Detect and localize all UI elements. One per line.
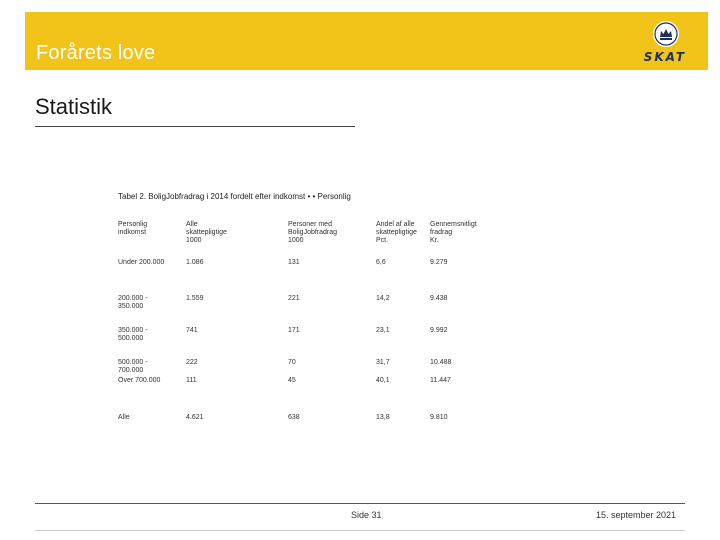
table-cell: 9.279 [430,259,448,266]
table-cell: 221 [288,295,300,302]
page-number: Side 31 [351,510,382,520]
footer-bottom-line [35,530,685,531]
table-cell: 4.621 [186,414,204,421]
table-header-cell: Alle skattepligtige 1000 [186,221,227,244]
table-cell: 10.488 [430,359,452,366]
table-cell: 9.810 [430,414,448,421]
table-cell: 31,7 [376,359,390,366]
table-cell: 200.000 - 350.000 [118,295,148,310]
table-cell: 1.559 [186,295,204,302]
table-cell: 638 [288,414,300,421]
table-cell: Alle [118,414,130,421]
table-header-cell: Personlig indkomst [118,221,148,236]
table-cell: 13,8 [376,414,390,421]
table-cell: 9.992 [430,327,448,334]
table-cell: Under 200.000 [118,259,165,266]
section-divider [35,126,355,127]
table-cell: 45 [288,377,296,384]
section-title: Statistik [35,94,113,119]
table-header-cell: Andel af alle skattepligtige Pct. [376,221,417,244]
table-cell: 23,1 [376,327,390,334]
skat-logo [614,20,686,66]
table-cell: 741 [186,327,198,334]
crown-emblem-icon [652,20,680,48]
table-cell: 111 [186,377,197,384]
table-header-cell: Gennemsnitligt fradrag Kr. [430,221,477,244]
table-cell: 1.086 [186,259,204,266]
table-cell: 6,6 [376,259,386,266]
table-cell: 500.000 - 700.000 [118,359,148,374]
table-header-cell: Personer med BoligJobfradrag 1000 [288,221,338,244]
table-cell: 222 [186,359,198,366]
table-cell: 70 [288,359,296,366]
header-bar [25,12,708,70]
footer-date: 15. september 2021 [596,510,677,520]
table-cell: 9.438 [430,295,448,302]
table-cell: 11.447 [430,377,451,384]
table-cell: 350.000 - 500.000 [118,327,148,342]
table-cell: 131 [288,259,300,266]
logo-text: SKAT [643,50,686,64]
footer-divider [35,503,685,504]
table-cell: Over 700.000 [118,377,161,384]
table-cell: 14,2 [376,295,390,302]
slide-title: Forårets love [36,42,156,64]
table-cell: 40,1 [376,377,390,384]
table-caption: Tabel 2. BoligJobfradrag i 2014 fordelt efter indkomst • • Personlig [118,192,351,201]
table-cell: 171 [288,327,300,334]
